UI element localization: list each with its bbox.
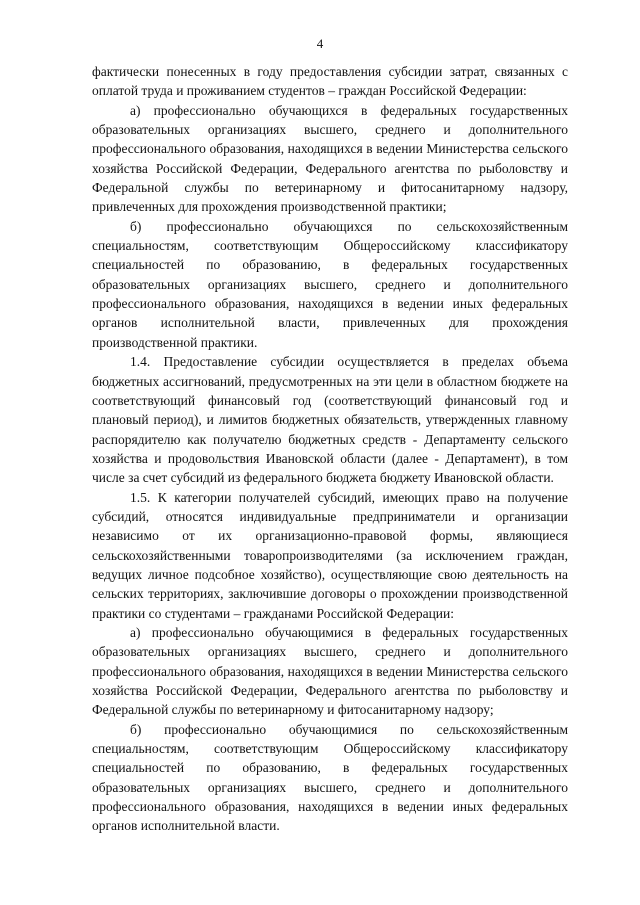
page-number: 4 <box>316 36 324 51</box>
paragraph-item-a-federal-organizations: а) профессионально обучающихся в федеральных государственных образовательных организациях высшего, среднего и дополнительного профессионального образования, находящихся в ведении Министерства сельского хозяйства Российской Федерации, Федерального агентства по рыболовству и Федеральной службы по ветеринарному и фитосанитарному надзору, привлеченных для прохождения производственной практики; <box>92 102 568 215</box>
paragraph-continuation: фактически понесенных в году предоставления субсидии затрат, связанных с оплатой труда и проживанием студентов – граждан Российской Федерации: <box>92 64 568 99</box>
paragraph-item-a-students: а) профессионально обучающимися в федеральных государственных образовательных организациях высшего, среднего и дополнительного профессионального образования, находящихся в ведении Министерства сельского хозяйства Российской Федерации, Федерального агентства по рыболовству и Федеральной службы по ветеринарному и фитосанитарному надзору; <box>92 624 568 718</box>
paragraph-section-1-4: 1.4. Предоставление субсидии осуществляется в пределах объема бюджетных ассигнований, предусмотренных на эти цели в областном бюджете на соответствующий финансовый год (соответствующий финансовый год и плановый период), и лимитов бюджетных обязательств, утвержденных главному распорядителю как получателю бюджетных средств - Департаменту сельского хозяйства и продовольствия Ивановской области (далее - Департамент), в том числе за счет субсидий из федерального бюджета бюджету Ивановской области. <box>92 354 568 486</box>
document-body <box>92 62 568 836</box>
paragraph-section-1-5: 1.5. К категории получателей субсидий, имеющих право на получение субсидий, относятся индивидуальные предприниматели и организации независимо от их организационно-правовой формы, являющиеся сельскохозяйственными товаропроизводителями (за исключением граждан, ведущих личное подсобное хозяйство), осуществляющие свою деятельность на сельских территориях, заключившие договоры о прохождении производственной практики со студентами – гражданами Российской Федерации: <box>92 489 568 621</box>
paragraph-item-b-students: б) профессионально обучающимися по сельскохозяйственным специальностям, соответствующим Общероссийскому классификатору специальностей по образованию, в федеральных государственных образовательных организациях высшего, среднего и дополнительного профессионального образования, находящихся в ведении иных федеральных органов исполнительной власти. <box>92 721 568 834</box>
paragraph-item-b-other-federal-organizations: б) профессионально обучающихся по сельскохозяйственным специальностям, соответствующим Общероссийскому классификатору специальностей по образованию, в федеральных государственных образовательных организациях высшего, среднего и дополнительного профессионального образования, находящихся в ведении иных федеральных органов исполнительной власти, привлеченных для прохождения производственной практики. <box>92 218 568 350</box>
